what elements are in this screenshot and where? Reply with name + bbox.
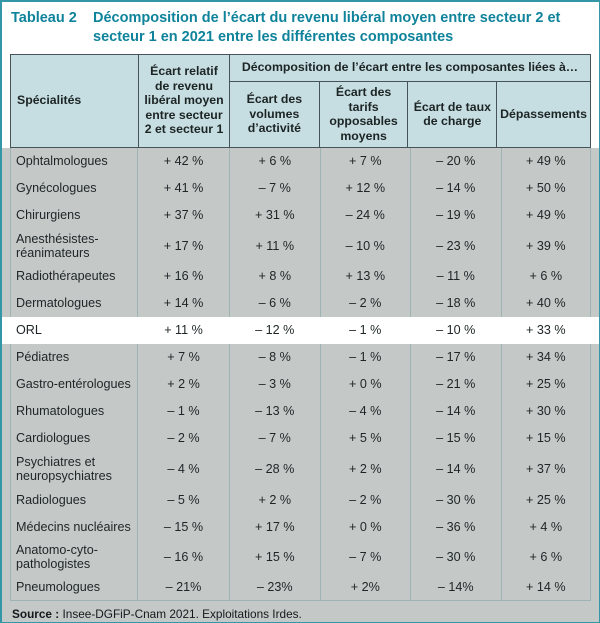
specialty-cell: Dermatologues — [10, 290, 137, 317]
value-cell: – 30 % — [410, 540, 501, 574]
value-cell: – 14 % — [410, 398, 501, 425]
column-header-specialties: Spécialités — [17, 93, 82, 108]
value-cell: + 11 % — [229, 229, 320, 263]
value-cell: – 10 % — [436, 323, 476, 338]
value-cell: + 49 % — [501, 148, 592, 175]
value-cell: + 33 % — [525, 323, 566, 338]
value-cell: + 16 % — [137, 263, 229, 290]
table-row — [10, 229, 591, 263]
specialty-cell: Radiothérapeutes — [10, 263, 137, 290]
value-cell: + 4 % — [501, 513, 592, 540]
figure-title-block — [2, 2, 599, 52]
value-cell: – 30 % — [410, 486, 501, 513]
table-row — [10, 344, 591, 371]
column-group-header: Décomposition de l’écart entre les composantes liées à… — [230, 55, 590, 82]
value-cell: – 2 % — [137, 425, 229, 452]
value-cell: – 19 % — [410, 202, 501, 229]
table-row — [10, 425, 591, 452]
specialty-cell: Radiologues — [10, 486, 137, 513]
column-header-depassements: Dépassements — [496, 82, 590, 147]
specialty-cell: Anatomo-cyto-pathologistes — [10, 540, 137, 574]
specialty-cell: Gynécologues — [10, 175, 137, 202]
specialty-cell: Anesthésistes-réanimateurs — [10, 229, 137, 263]
value-cell: – 21% — [137, 574, 229, 601]
column-header-relative-gap: Écart relatif de revenu libéral moyen entre secteur 2 et secteur 1 — [138, 55, 230, 147]
column-header-tarifs: Écart des tarifs opposables moyens — [319, 82, 408, 147]
value-cell: – 1 % — [349, 323, 382, 338]
specialty-cell: Pneumologues — [10, 574, 137, 601]
value-cell: – 7 % — [320, 540, 411, 574]
value-cell: + 14 % — [501, 574, 592, 601]
table-row — [10, 513, 591, 540]
value-cell: – 7 % — [229, 175, 320, 202]
value-cell: – 10 % — [320, 229, 411, 263]
value-cell: + 12 % — [320, 175, 411, 202]
value-cell: + 15 % — [501, 425, 592, 452]
specialty-cell: Gastro-entérologues — [10, 371, 137, 398]
specialty-cell: Psychiatres et neuropsychiatres — [10, 452, 137, 486]
source-label: Source : — [12, 607, 60, 622]
value-cell: + 6 % — [501, 540, 592, 574]
value-cell: + 50 % — [501, 175, 592, 202]
value-cell: – 3 % — [229, 371, 320, 398]
page-title: Décomposition de l’écart du revenu libéral moyen entre secteur 2 et secteur 1 en 2021 entre les différentes composantes — [93, 10, 561, 45]
value-cell: – 14% — [410, 574, 501, 601]
value-cell: + 34 % — [501, 344, 592, 371]
value-cell: – 15 % — [410, 425, 501, 452]
value-cell: + 49 % — [501, 202, 592, 229]
value-cell: + 2% — [320, 574, 411, 601]
value-cell: + 0 % — [320, 371, 411, 398]
value-cell: + 13 % — [320, 263, 411, 290]
value-cell: – 18 % — [410, 290, 501, 317]
value-cell: + 14 % — [137, 290, 229, 317]
table-row — [10, 574, 591, 601]
specialty-cell: Chirurgiens — [10, 202, 137, 229]
table-row — [10, 398, 591, 425]
value-cell: – 4 % — [320, 398, 411, 425]
table-row-highlighted-orl — [0, 317, 600, 344]
value-cell: – 20 % — [410, 148, 501, 175]
value-cell: + 15 % — [229, 540, 320, 574]
value-cell: – 17 % — [410, 344, 501, 371]
value-cell: + 31 % — [229, 202, 320, 229]
value-cell: – 13 % — [229, 398, 320, 425]
value-cell: – 23 % — [410, 229, 501, 263]
value-cell: – 24 % — [320, 202, 411, 229]
value-cell: + 11 % — [164, 323, 203, 338]
value-cell: + 17 % — [137, 229, 229, 263]
table-row — [10, 486, 591, 513]
value-cell: – 1 % — [320, 344, 411, 371]
value-cell: + 7 % — [320, 148, 411, 175]
table-row — [10, 371, 591, 398]
value-cell: + 40 % — [501, 290, 592, 317]
value-cell: + 17 % — [229, 513, 320, 540]
specialty-cell: Cardiologues — [10, 425, 137, 452]
value-cell: + 41 % — [137, 175, 229, 202]
value-cell: – 12 % — [255, 323, 295, 338]
value-cell: – 16 % — [137, 540, 229, 574]
value-cell: – 14 % — [410, 452, 501, 486]
value-cell: + 42 % — [137, 148, 229, 175]
value-cell: – 23% — [229, 574, 320, 601]
table-row — [10, 202, 591, 229]
value-cell: + 7 % — [137, 344, 229, 371]
value-cell: – 6 % — [229, 290, 320, 317]
value-cell: – 36 % — [410, 513, 501, 540]
value-cell: + 6 % — [501, 263, 592, 290]
table-number: Tableau 2 — [11, 10, 77, 26]
column-header-volumes: Écart des volumes d’activité — [246, 92, 303, 136]
value-cell: + 8 % — [229, 263, 320, 290]
value-cell: + 6 % — [229, 148, 320, 175]
specialty-cell: Ophtalmologues — [10, 148, 137, 175]
value-cell: – 7 % — [229, 425, 320, 452]
value-cell: – 28 % — [229, 452, 320, 486]
value-cell: + 37 % — [137, 202, 229, 229]
specialty-cell: Pédiatres — [10, 344, 137, 371]
source-line — [10, 601, 591, 621]
value-cell: – 14 % — [410, 175, 501, 202]
value-cell: + 5 % — [320, 425, 411, 452]
value-cell: – 21 % — [410, 371, 501, 398]
value-cell: – 8 % — [229, 344, 320, 371]
value-cell: – 1 % — [137, 398, 229, 425]
value-cell: + 2 % — [229, 486, 320, 513]
value-cell: + 2 % — [137, 371, 229, 398]
value-cell: + 25 % — [501, 371, 592, 398]
value-cell: – 5 % — [137, 486, 229, 513]
column-header-charges: Écart de taux de charge — [407, 82, 496, 147]
table-row — [10, 540, 591, 574]
table-row — [10, 290, 591, 317]
value-cell: + 2 % — [320, 452, 411, 486]
table-row — [10, 175, 591, 202]
value-cell: – 11 % — [410, 263, 501, 290]
value-cell: + 30 % — [501, 398, 592, 425]
value-cell: – 15 % — [137, 513, 229, 540]
table-header — [10, 54, 591, 148]
table-body — [2, 148, 599, 622]
table-row — [10, 452, 591, 486]
value-cell: + 25 % — [501, 486, 592, 513]
table-row — [10, 263, 591, 290]
specialty-cell: Rhumatologues — [10, 398, 137, 425]
value-cell: + 37 % — [501, 452, 592, 486]
value-cell: + 0 % — [320, 513, 411, 540]
table-row — [10, 148, 591, 175]
specialty-cell: Médecins nucléaires — [10, 513, 137, 540]
specialty-cell: ORL — [16, 323, 42, 338]
value-cell: – 2 % — [320, 290, 411, 317]
value-cell: – 2 % — [320, 486, 411, 513]
value-cell: – 4 % — [137, 452, 229, 486]
value-cell: + 39 % — [501, 229, 592, 263]
source-text: Insee-DGFiP-Cnam 2021. Exploitations Irdes. — [62, 607, 302, 622]
